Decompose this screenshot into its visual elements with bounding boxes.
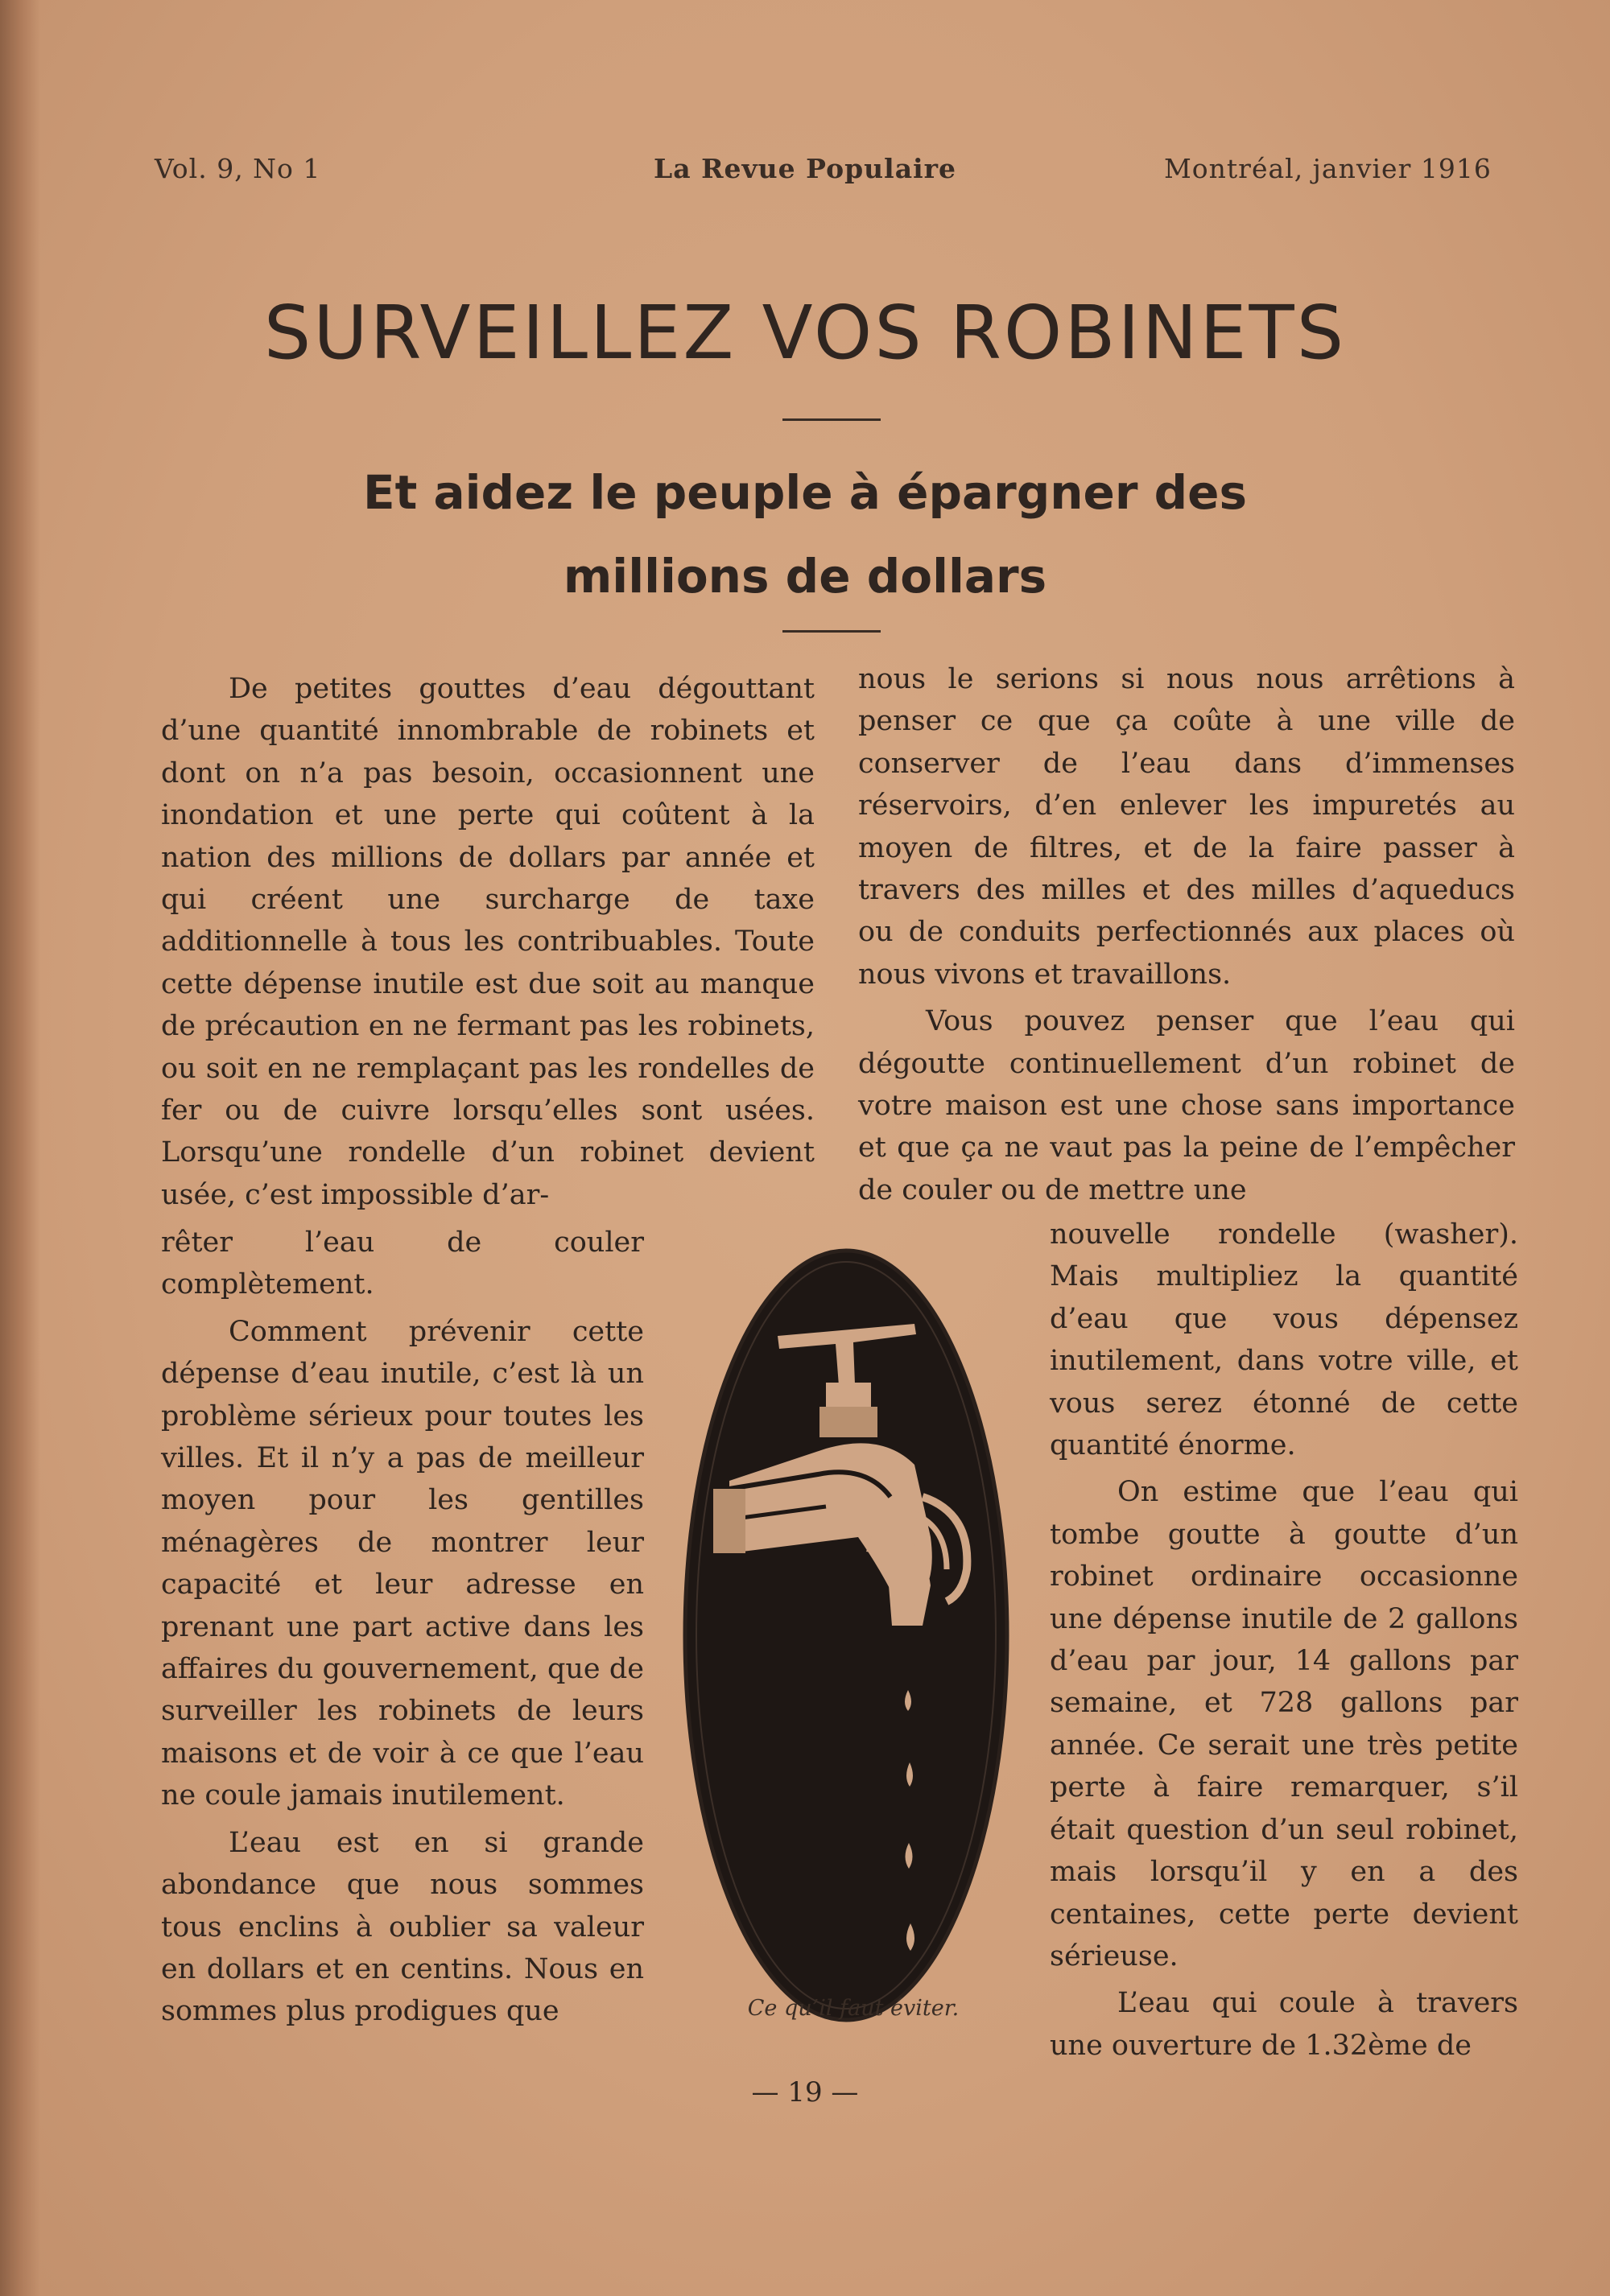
- paragraph: Comment prévenir cette dépense d’eau inutile, c’est là un problème sérieux pour toutes les villes. Et il n’y a pas de meilleur moyen pour les gentilles ménagères de montrer leur capacité et leur adresse en prenant une part active dans les affaires du gouvernement, que de surveiller les robinets de leurs maisons et de voir à ce que l’eau ne coule jamais inutilement.: [161, 1315, 644, 1812]
- publication-name: La Revue Populaire: [654, 153, 956, 184]
- paragraph: Vous pouvez penser que l’eau qui dégoutte continuellement d’un robinet de votre maison est une chose sans importance et que ça ne vaut pas la peine de l’empêcher de couler ou de mettre une: [858, 1005, 1515, 1206]
- paragraph: rêter l’eau de couler complètement.: [161, 1226, 644, 1301]
- column-2-bottom: [1050, 1214, 1518, 2067]
- column-2-top: [858, 658, 1515, 1211]
- article-title: SURVEILLEZ VOS ROBINETS: [263, 290, 1347, 376]
- dripping-faucet-illustration: [681, 1247, 1011, 2023]
- paragraph: On estime que l’eau qui tombe goutte à goutte d’un robinet ordinaire occasionne une dépense inutile de 2 gallons d’eau par jour, 14 gallons par semaine, et 728 gallons par année. Ce serait une très petite perte à faire remarquer, s’il était question d’un seul robinet, mais lorsqu’il y en a des centaines, cette perte devient sérieuse.: [1050, 1476, 1518, 1972]
- column-1-top: [161, 668, 815, 1216]
- paragraph: nous le serions si nous nous arrêtions à penser ce que ça coûte à une ville de conserver de l’eau dans d’immenses réservoirs, d’en enlever les impuretés au moyen de filtres, et de la faire passer à travers des milles et des milles d’aqueducs ou de conduits perfectionnés aux places où nous vivons et travaillons.: [858, 663, 1515, 991]
- place-date: Montréal, janvier 1916: [1164, 153, 1492, 184]
- subtitle-divider: [782, 630, 881, 633]
- page-number: — 19 —: [751, 2076, 859, 2108]
- paragraph: nouvelle rondelle (washer). Mais multipliez la quantité d’eau que vous dépensez inutilement, dans votre ville, et vous serez étonné de cette quantité énorme.: [1050, 1218, 1518, 1462]
- article-subtitle: Et aidez le peuple à épargner des millions de dollars: [362, 465, 1248, 604]
- volume-number: Vol. 9, No 1: [155, 153, 321, 184]
- title-divider: [782, 418, 881, 421]
- paragraph: L’eau est en si grande abondance que nous sommes tous enclins à oublier sa valeur en dollars et en centins. Nous en sommes plus prodigues que: [161, 1826, 644, 2028]
- illustration-caption: Ce qu’il faut éviter.: [747, 1996, 960, 2021]
- paragraph: De petites gouttes d’eau dégouttant d’une quantité innombrable de robinets et dont on n’a pas besoin, occasionnent une inondation et une perte qui coûtent à la nation des millions de dollars par année et qui créent une surcharge de taxe additionnelle à tous les contribuables. Toute cette dépense inutile est due soit au manque de précaution en ne fermant pas les robinets, ou soit en ne remplaçant pas les rondelles de fer ou de cuivre lorsqu’elles sont usées. Lorsqu’une rondelle d’un robinet devient usée, c’est impossible d’ar-: [161, 673, 815, 1211]
- column-1-bottom: [161, 1222, 644, 2033]
- paragraph: L’eau qui coule à travers une ouverture de 1.32ème de: [1050, 1987, 1518, 2062]
